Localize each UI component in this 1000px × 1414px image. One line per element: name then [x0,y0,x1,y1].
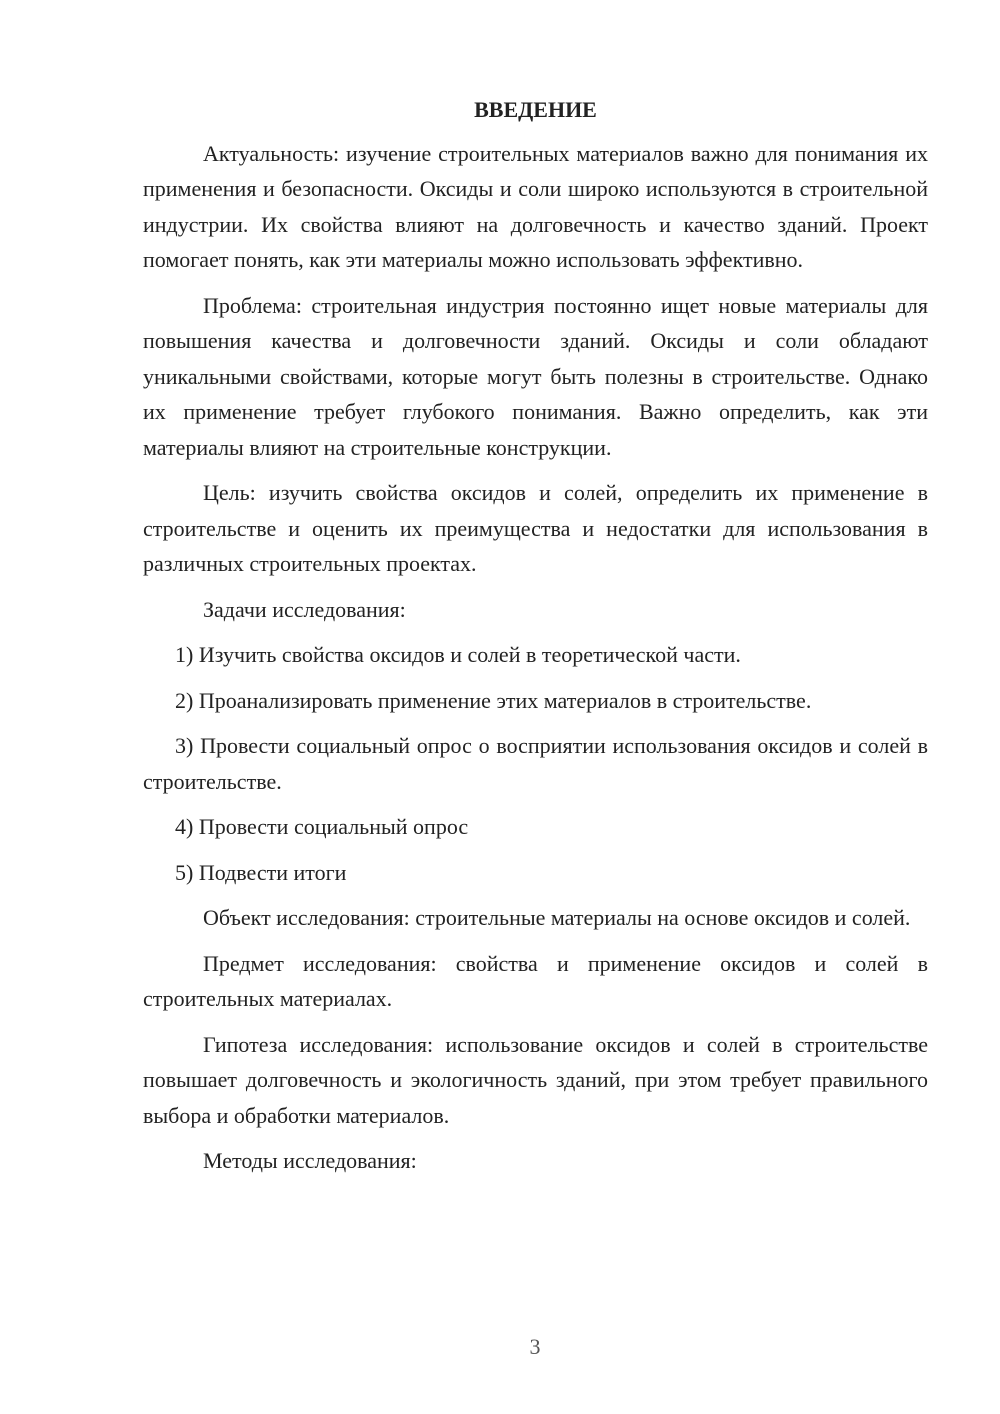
list-item-task-1: 1) Изучить свойства оксидов и солей в теоретической части. [175,642,741,667]
methods-heading: Методы исследования: [203,1148,417,1173]
list-item-task-4: 4) Провести социальный опрос [175,814,469,839]
paragraph-object: Объект исследования: строительные материалы на основе оксидов и солей. [203,905,911,930]
paragraph-hypothesis: Гипотеза исследования: использование оксидов и солей в строительстве повышает долговечность и экологичность зданий, при этом требует правильного выбора и обработки материалов. [143,1031,928,1128]
list-item-task-3: 3) Провести социальный опрос о восприятии использования оксидов и солей в строительстве. [143,733,928,794]
list-item-task-5: 5) Подвести итоги [175,859,347,885]
page-body [143,92,928,1189]
paragraph-goal: Цель: изучить свойства оксидов и солей, определить их применение в строительстве и оценить их преимущества и недостатки для использования в различных строительных проектах. [143,480,928,576]
paragraph-problem: Проблема: строительная индустрия постоянно ищет новые материалы для повышения качества и долговечности зданий. Оксиды и соли обладают уникальными свойствами, которые могут быть полезны в строительстве. Однако их применение требует глубокого понимания. Важно определить, как эти материалы влияют на строительные конструкции. [143,292,928,460]
page-number: 3 [529,1334,541,1359]
list-item-task-2: 2) Проанализировать применение этих материалов в строительстве. [175,687,812,713]
paragraph-relevance: Актуальность: изучение строительных материалов важно для понимания их применения и безопасности. Оксиды и соли широко используются в строительной индустрии. Их свойства влияют на долговечность и качество зданий. Проект помогает понять, как эти материалы можно использовать эффективно. [143,140,928,272]
paragraph-subject: Предмет исследования: свойства и применение оксидов и солей в строительных материалах. [143,950,928,1011]
tasks-heading: Задачи исследования: [203,596,406,622]
page-title: ВВЕДЕНИЕ [474,97,597,122]
